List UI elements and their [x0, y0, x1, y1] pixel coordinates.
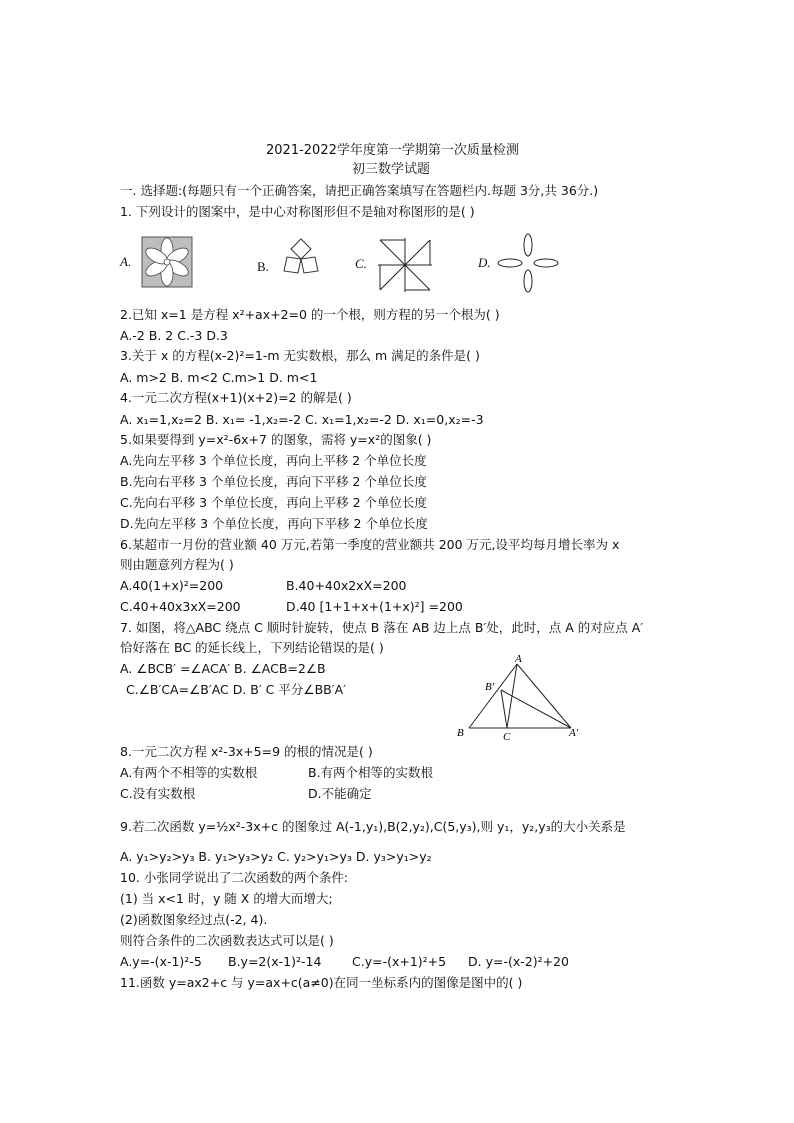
question-6-option-a: A.40(1+x)²=200	[120, 578, 224, 593]
question-7-stem-line2: 恰好落在 BC 的延长线上，下列结论错误的是( )	[120, 640, 384, 655]
question-5-option-c: C.先向右平移 3 个单位长度，再向上平移 2 个单位长度	[120, 495, 428, 510]
q1-option-b-label: B.	[257, 259, 269, 274]
question-10-condition-2: (2)函数图象经过点(-2, 4).	[120, 912, 268, 927]
question-10-condition-1: (1) 当 x<1 时，y 随 X 的增大而增大;	[120, 891, 333, 906]
question-7-triangle-figure	[455, 652, 585, 740]
question-10-option-c: C.y=-(x+1)²+5	[352, 954, 447, 969]
question-5-stem: 5.如果要得到 y=x²-6x+7 的图象，需将 y=x²的图象( )	[120, 432, 432, 447]
exam-subtitle: 初三数学试题	[352, 162, 431, 177]
question-8-option-c: C.没有实数根	[120, 786, 196, 801]
question-11-stem: 11.函数 y=ax2+c 与 y=ax+c(a≠0)在同一坐标系内的图像是图中的( )	[120, 975, 523, 990]
question-6-stem-line2: 则由题意列方程为( )	[120, 557, 234, 572]
question-2-options: A.-2 B. 2 C.-3 D.3	[120, 328, 228, 343]
question-5-option-b: B.先向右平移 3 个单位长度，再向下平移 2 个单位长度	[120, 474, 427, 489]
question-4-options: A. x₁=1,x₂=2 B. x₁= -1,x₂=-2 C. x₁=1,x₂=-2 D. x₁=0,x₂=-3	[120, 412, 484, 427]
question-10-ask: 则符合条件的二次函数表达式可以是( )	[120, 933, 334, 948]
question-9-stem: 9.若二次函数 y=½x²-3x+c 的图象过 A(-1,y₁),B(2,y₂),C(5,y₃),则 y₁，y₂,y₃的大小关系是	[120, 819, 626, 834]
question-8-option-b: B.有两个相等的实数根	[308, 765, 434, 780]
fig-label-A-prime: A′	[569, 727, 579, 739]
q1-option-a-label: A.	[120, 254, 132, 269]
question-2-stem: 2.已知 x=1 是方程 x²+ax+2=0 的一个根，则方程的另一个根为( )	[120, 307, 500, 322]
question-10-option-a: A.y=-(x-1)²-5	[120, 954, 202, 969]
fig-label-B-prime: B′	[485, 681, 495, 693]
q1-option-a-flower-figure	[141, 236, 193, 288]
question-6-option-d: D.40 [1+1+x+(1+x)²] =200	[286, 599, 463, 614]
question-7-options-cd: C.∠B′CA=∠B′AC D. B′ C 平分∠BB′A′	[126, 682, 346, 697]
question-8-stem: 8.一元二次方程 x²-3x+5=9 的根的情况是( )	[120, 744, 373, 759]
question-3-options: A. m>2 B. m<2 C.m>1 D. m<1	[120, 370, 318, 385]
question-8-option-a: A.有两个不相等的实数根	[120, 765, 258, 780]
q1-option-c-label: C.	[355, 256, 367, 271]
question-3-stem: 3.关于 x 的方程(x-2)²=1-m 无实数根，那么 m 满足的条件是( )	[120, 348, 480, 363]
fig-label-C: C	[503, 731, 511, 740]
q1-option-d-label: D.	[478, 255, 491, 270]
q1-option-b-squares-figure	[276, 237, 326, 283]
fig-label-A: A	[515, 653, 522, 665]
question-1-stem: 1. 下列设计的图案中，是中心对称图形但不是轴对称图形的是( )	[120, 204, 475, 219]
q1-option-c-pinwheel-figure	[376, 236, 434, 294]
question-10-stem: 10. 小张同学说出了二次函数的两个条件:	[120, 870, 349, 885]
question-8-option-d: D.不能确定	[308, 786, 372, 801]
question-10-option-d: D. y=-(x-2)²+20	[468, 954, 569, 969]
question-6-stem-line1: 6.某超市一月份的营业额 40 万元,若第一季度的营业额共 200 万元,设平均每月增长率为 x	[120, 537, 620, 552]
section-heading: 一. 选择题:(每题只有一个正确答案，请把正确答案填写在答题栏内.每题 3分,共 36分.)	[120, 183, 599, 198]
exam-title: 2021-2022学年度第一学期第一次质量检测	[266, 143, 519, 158]
fig-label-B: B	[457, 727, 464, 739]
question-7-options-ab: A. ∠BCB′ =∠ACA′ B. ∠ACB=2∠B	[120, 661, 326, 676]
question-6-option-b: B.40+40x2xX=200	[286, 578, 407, 593]
question-10-option-b: B.y=2(x-1)²-14	[228, 954, 322, 969]
question-7-stem-line1: 7. 如图，将△ABC 绕点 C 顺时针旋转，使点 B 落在 AB 边上点 B′处，此时，点 A 的对应点 A′	[120, 620, 644, 635]
question-5-option-d: D.先向左平移 3 个单位长度，再向下平移 2 个单位长度	[120, 516, 428, 531]
question-4-stem: 4.一元二次方程(x+1)(x+2)=2 的解是( )	[120, 390, 352, 405]
q1-option-d-ellipses-figure	[496, 232, 560, 294]
question-6-option-c: C.40+40x3xX=200	[120, 599, 241, 614]
question-5-option-a: A.先向左平移 3 个单位长度，再向上平移 2 个单位长度	[120, 453, 427, 468]
question-9-options: A. y₁>y₂>y₃ B. y₁>y₃>y₂ C. y₂>y₁>y₃ D. y₃>y₁>y₂	[120, 849, 432, 864]
